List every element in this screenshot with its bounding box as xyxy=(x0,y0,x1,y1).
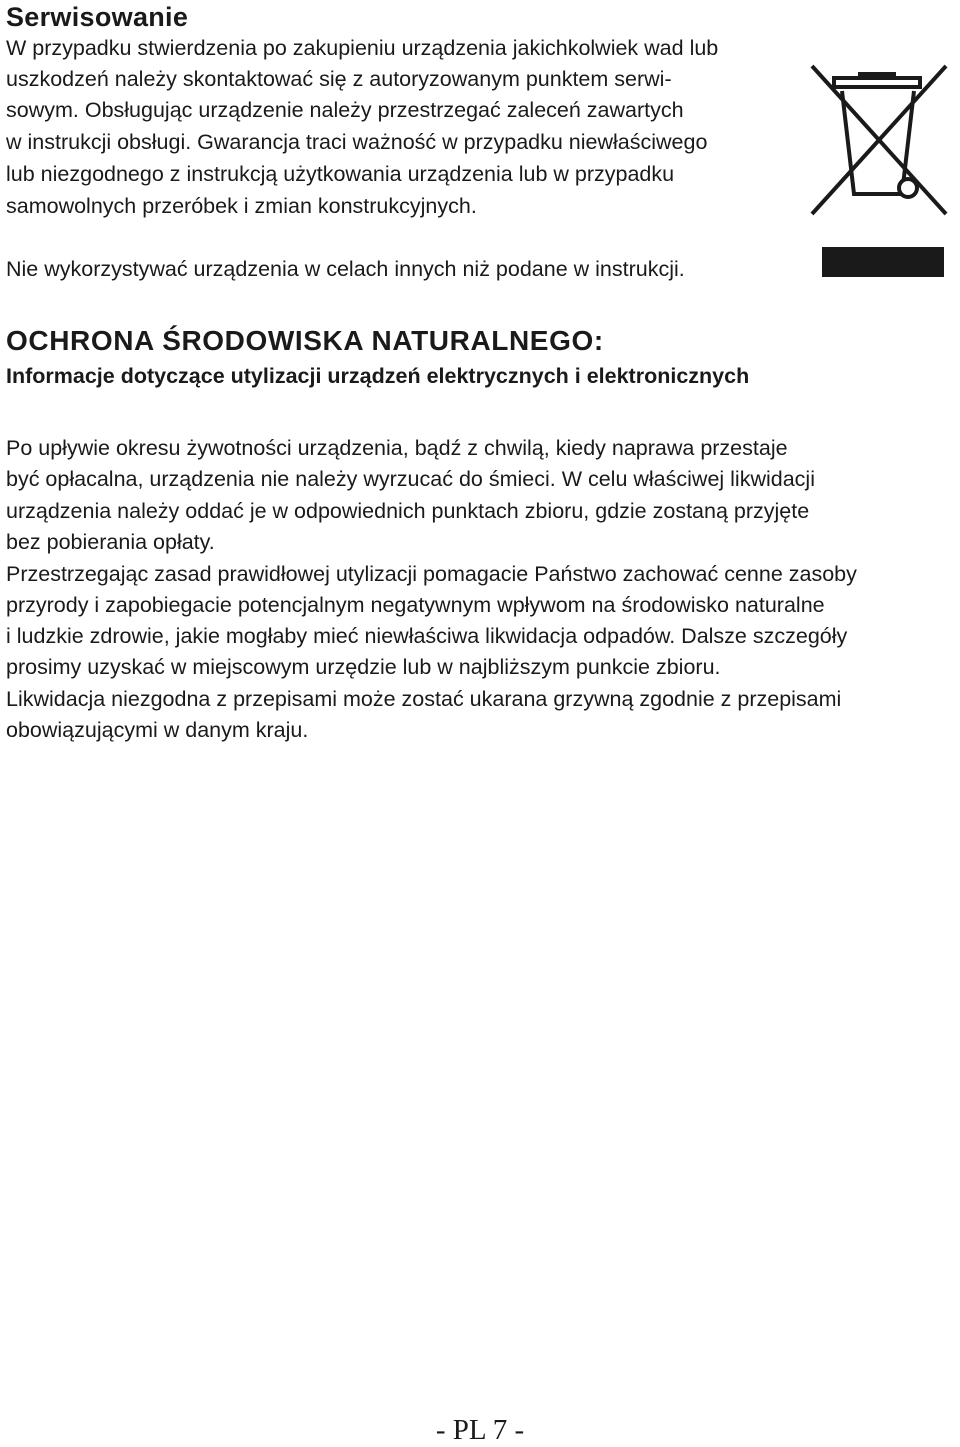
service-line-1-text: W przypadku stwierdzenia po zakupieniu urządzenia jakichkolwiek wad lub xyxy=(6,36,719,60)
weee-bar-icon xyxy=(822,247,944,277)
environment-line-9: Likwidacja niezgodna z przepisami może zostać ukarana grzywną zgodnie z przepisami xyxy=(6,687,842,711)
environment-title: OCHRONA ŚRODOWISKA NATURALNEGO: xyxy=(6,325,604,356)
environment-line-7: i ludzkie zdrowie, jakie mogłaby mieć niewłaściwa likwidacja odpadów. Dalsze szczegóły xyxy=(6,624,848,648)
service-line-4: w instrukcji obsługi. Gwarancja traci ważność w przypadku niewłaściwego xyxy=(6,130,708,154)
service-title: Serwisowanie xyxy=(6,2,189,32)
bin-handle-icon xyxy=(858,72,896,79)
service-line-1 xyxy=(6,33,956,64)
environment-line-1: Po upływie okresu żywotności urządzenia, bądź z chwilą, kiedy naprawa przestaje xyxy=(6,436,788,460)
service-line-3: sowym. Obsługując urządzenie należy przestrzegać zaleceń zawartych xyxy=(6,98,684,122)
environment-line-8: prosimy uzyskać w miejscowym urzędzie lub w najbliższym punkcie zbioru. xyxy=(6,655,721,679)
bin-lid-icon xyxy=(834,78,920,87)
service-line-2: uszkodzeń należy skontaktować się z autoryzowanym punktem serwi- xyxy=(6,67,672,91)
environment-subtitle: Informacje dotyczące utylizacji urządzeń elektrycznych i elektronicznych xyxy=(6,364,750,388)
page-number: - PL 7 - xyxy=(435,1414,525,1446)
service-note: Nie wykorzystywać urządzenia w celach innych niż podane w instrukcji. xyxy=(6,257,685,281)
environment-line-2: być opłacalna, urządzenia nie należy wyrzucać do śmieci. W celu właściwej likwidacji xyxy=(6,467,815,491)
service-line-5: lub niezgodnego z instrukcją użytkowania urządzenia lub w przypadku xyxy=(6,162,675,186)
environment-line-5: Przestrzegając zasad prawidłowej utylizacji pomagacie Państwo zachować cenne zasoby xyxy=(6,562,857,586)
environment-line-6: przyrody i zapobiegacie potencjalnym negatywnym wpływom na środowisko naturalne xyxy=(6,593,825,617)
environment-line-4: bez pobierania opłaty. xyxy=(6,530,215,554)
service-line-6: samowolnych przeróbek i zmian konstrukcyjnych. xyxy=(6,194,477,218)
environment-line-10: obowiązującymi w danym kraju. xyxy=(6,718,309,742)
environment-line-3: urządzenia należy oddać je w odpowiednich punktach zbioru, gdzie zostaną przyjęte xyxy=(6,499,810,523)
crossed-out-wheelie-bin-icon xyxy=(806,62,952,282)
